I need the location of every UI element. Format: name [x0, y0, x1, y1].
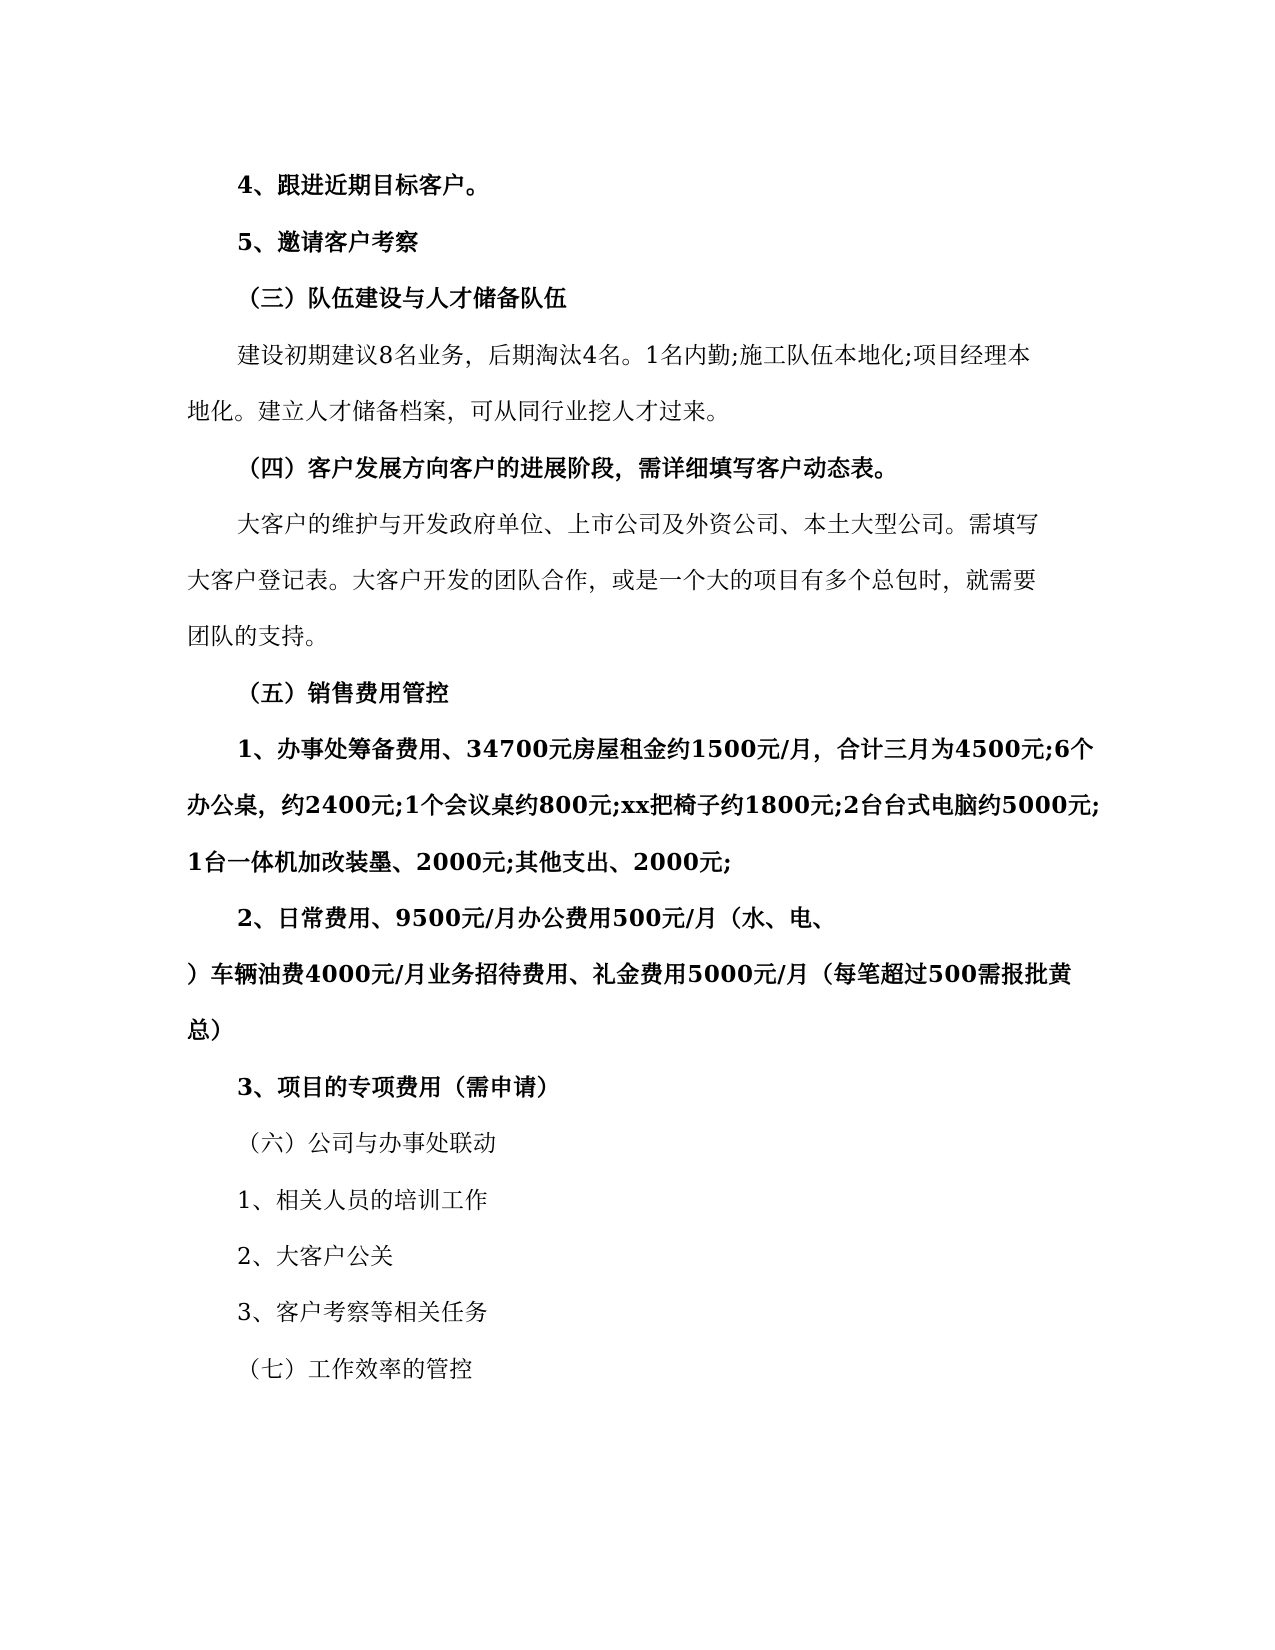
linkage-item-1: 1、相关人员的培训工作: [237, 1188, 489, 1214]
expense-item-2-line-2: ）车辆油费4000元/月业务招待费用、礼金费用5000元/月（每笔超过500需报批黄: [187, 961, 1073, 988]
section-4-heading: （四）客户发展方向客户的进展阶段，需详细填写客户动态表。: [237, 455, 898, 482]
expense-item-1-line-1: 1、办事处筹备费用、34700元房屋租金约1500元/月，合计三月为4500元;6个: [237, 736, 1095, 763]
item-5-invite-inspection: 5、邀请客户考察: [237, 229, 419, 256]
linkage-item-3: 3、客户考察等相关任务: [237, 1300, 489, 1326]
linkage-item-2: 2、大客户公关: [237, 1244, 394, 1270]
section-5-heading: （五）销售费用管控: [237, 680, 450, 707]
expense-item-2-line-1: 2、日常费用、9500元/月办公费用500元/月（水、电、: [237, 905, 837, 932]
paragraph-clients-line-3: 团队的支持。: [187, 624, 329, 650]
paragraph-team-line-1: 建设初期建议8名业务，后期淘汰4名。1名内勤;施工队伍本地化;项目经理本: [237, 343, 1031, 369]
item-4-follow-up: 4、跟进近期目标客户。: [237, 172, 490, 199]
paragraph-clients-line-2: 大客户登记表。大客户开发的团队合作，或是一个大的项目有多个总包时，就需要: [187, 568, 1037, 594]
section-6-heading: （六）公司与办事处联动: [237, 1131, 497, 1157]
expense-item-3: 3、项目的专项费用（需申请）: [237, 1074, 561, 1101]
paragraph-clients-line-1: 大客户的维护与开发政府单位、上市公司及外资公司、本土大型公司。需填写: [237, 512, 1040, 538]
paragraph-team-line-2: 地化。建立人才储备档案，可从同行业挖人才过来。: [187, 399, 730, 425]
section-3-heading: （三）队伍建设与人才储备队伍: [237, 285, 568, 312]
section-7-heading: （七）工作效率的管控: [237, 1357, 473, 1383]
expense-item-1-line-2: 办公桌，约2400元;1个会议桌约800元;xx把椅子约1800元;2台台式电脑约5000元;: [187, 792, 1101, 819]
expense-item-1-line-3: 1台一体机加改装墨、2000元;其他支出、2000元;: [187, 849, 733, 876]
expense-item-2-line-3: 总）: [187, 1017, 235, 1044]
